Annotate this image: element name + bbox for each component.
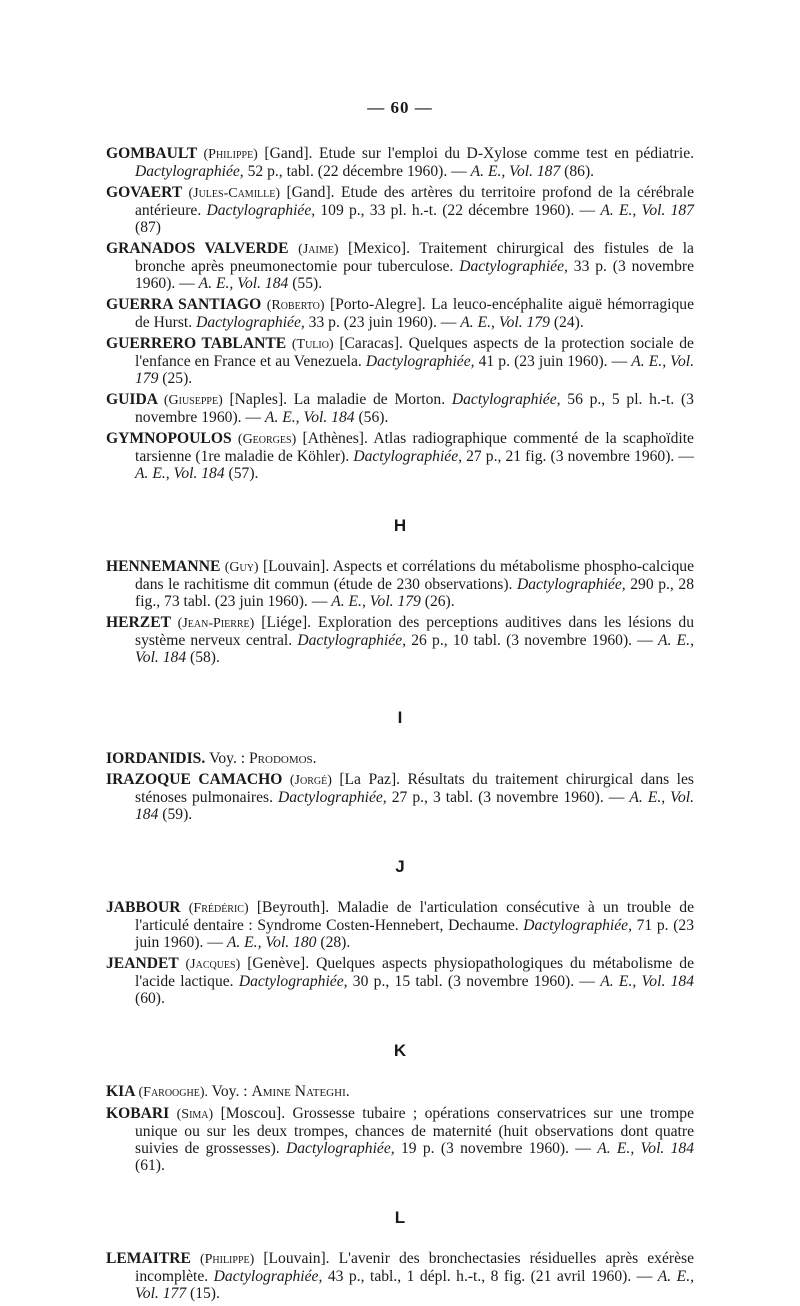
bibliography-entry [106, 391, 694, 426]
entry-details: 26 p., 10 tabl. (3 novembre 1960). — [406, 632, 659, 649]
bibliography-entry [106, 145, 694, 180]
entry-reference: A. E., Vol. 179 [331, 593, 421, 610]
author-surname: GRANADOS VALVERDE [106, 240, 299, 257]
section-letter: H [393, 516, 407, 535]
entry-title: Quelques aspects physiopathologiques du métabolisme de l'acide lactique. [135, 955, 694, 990]
bibliography-entry [106, 558, 694, 610]
bibliography-section [106, 145, 694, 482]
entry-place: [Mexico]. [338, 240, 420, 257]
bibliography-section [106, 708, 694, 823]
entry-reference: A. E., Vol. 184 [135, 789, 694, 823]
entry-reference: A. E., Vol. 184 [198, 275, 289, 292]
author-given-name: (Jules-Camille) [188, 186, 281, 201]
entry-details: 52 p., tabl. (22 décembre 1960). — [243, 163, 471, 180]
entry-number: (26). [420, 593, 455, 610]
entry-title: Maladie de l'articulation consécutive à un trouble de l'articulé dentaire : Syndrome Costen-Hennebert, Dechaume. [135, 899, 694, 934]
entry-type: Dactylographiée, [459, 258, 568, 275]
page-number: — 60 — [367, 98, 433, 117]
entry-place: [Naples]. [222, 391, 294, 408]
entry-place: Voy. : [209, 750, 249, 767]
entry-number: (61). [135, 1157, 165, 1174]
section-letter: K [393, 1041, 407, 1060]
entry-type: Dactylographiée, [285, 1140, 395, 1157]
entry-type: Dactylographiée, [196, 314, 305, 331]
entry-reference: A. E., Vol. 180 [226, 934, 317, 951]
bibliography-section [106, 1041, 694, 1174]
author-given-name: (Jean-Pierre) [177, 616, 255, 631]
entry-reference: A. E., Vol. 177 [135, 1268, 694, 1302]
bibliography-entry [106, 899, 694, 951]
author-given-name: (Giuseppe) [163, 393, 223, 408]
entry-number: (87) [135, 219, 161, 236]
entry-number: (57). [224, 465, 259, 482]
bibliography-entry [106, 750, 694, 767]
bibliography-entry [106, 184, 694, 236]
section-letter: J [395, 857, 405, 876]
entry-reference: A. E., Vol. 184 [135, 632, 694, 666]
author-given-name: (Philippe) [203, 147, 258, 162]
entry-details: 33 p. (3 novembre 1960). — [135, 258, 694, 292]
entry-place: [Liége]. [254, 614, 318, 631]
entry-title: Traitement chirurgical des fistules de la bronche après pneumonectomie pour tuberculose. [135, 240, 694, 275]
entry-title: L'avenir des bronchectasies résiduelles après exérèse incomplète. [135, 1250, 694, 1285]
bibliography-section [106, 516, 694, 666]
entry-place: [Louvain]. [258, 558, 333, 575]
author-given-name: (Roberto) [266, 298, 325, 313]
entry-type: Dactylographiée, [135, 163, 244, 180]
entry-details: 56 p., 5 pl. h.-t. (3 novembre 1960). — [135, 391, 694, 426]
entry-place: [Caracas]. [333, 335, 409, 352]
bibliography-entry [106, 1105, 694, 1174]
author-surname: LEMAITRE [106, 1250, 200, 1267]
entry-number: (58). [186, 649, 220, 666]
entry-number: (56). [354, 409, 389, 426]
entry-reference: A. E., Vol. 179 [460, 314, 550, 331]
entry-place: [Porto-Alegre]. [324, 296, 432, 313]
entry-reference: A. E., Vol. 187 [470, 163, 561, 180]
entry-title: Etude sur l'emploi du D-Xylose comme test en pédiatrie. [318, 145, 695, 162]
entry-type: Dactylographiée, [206, 202, 316, 219]
entry-details: 19 p. (3 novembre 1960). — [394, 1140, 598, 1157]
author-given-name: (Georges) [237, 432, 297, 447]
entry-details: 43 p., tabl., 1 dépl. h.-t., 8 fig. (21 avril 1960). — [322, 1268, 658, 1285]
entry-reference: A. E., Vol. 187 [600, 202, 694, 219]
author-surname: GUERRERO TABLANTE [106, 335, 292, 352]
section-letter: L [394, 1208, 406, 1227]
author-surname: JEANDET [106, 955, 186, 972]
entry-type: Dactylographiée, [238, 973, 348, 990]
entry-details: 30 p., 15 tabl. (3 novembre 1960). — [347, 973, 601, 990]
entry-type: Dactylographiée, [278, 789, 387, 806]
section-letter: I [397, 708, 403, 727]
entry-reference: A. E., Vol. 184 [597, 1140, 695, 1157]
author-surname: JABBOUR [106, 899, 189, 916]
entry-details: 290 p., 28 fig., 73 tabl. (23 juin 1960). — [135, 576, 694, 610]
author-given-name: (Farooghe). [138, 1085, 208, 1100]
entry-place: [Gand]. [257, 145, 319, 162]
entry-type: Dactylographiée, [516, 576, 626, 593]
author-surname: GUERRA SANTIAGO [106, 296, 267, 313]
bibliography-entry [106, 296, 694, 331]
bibliography-entry [106, 771, 694, 823]
entry-place: [Genève]. [240, 955, 317, 972]
entry-type: Dactylographiée, [523, 917, 632, 934]
entry-number: (15). [186, 1285, 220, 1302]
entry-title: Quelques aspects de la protection sociale de l'enfance en France et au Venezuela. [135, 335, 694, 370]
author-given-name: (Jaime) [298, 242, 339, 257]
author-surname: KIA [106, 1083, 139, 1100]
entry-number: (59). [158, 806, 193, 823]
entry-title: Résultats du traitement chirurgical dans les sténoses pulmonaires. [135, 771, 695, 806]
author-given-name: (Jorgé) [289, 773, 332, 788]
entry-reference: A. E., Vol. 184 [600, 973, 694, 990]
entry-title: La maladie de Morton. [293, 391, 452, 408]
author-given-name: (Guy) [224, 560, 259, 575]
entry-type: Dactylographiée, [451, 391, 561, 408]
entry-number: (25). [158, 370, 193, 387]
entry-number: (60). [135, 990, 165, 1007]
entry-place: [Beyrouth]. [248, 899, 338, 916]
bibliography-section [106, 1208, 694, 1302]
entry-title: Etude des artères du territoire profond de la cérébrale antérieure. [135, 184, 694, 219]
entry-details: 71 p. (23 juin 1960). — [135, 917, 694, 951]
entry-place: Voy. : [208, 1083, 252, 1100]
author-given-name: (Sima) [176, 1107, 214, 1122]
bibliography-entry [106, 430, 694, 482]
entry-place: [Louvain]. [254, 1250, 339, 1267]
bibliography-entry [106, 1083, 694, 1101]
entry-details: 109 p., 33 pl. h.-t. (22 décembre 1960). — [315, 202, 601, 219]
author-given-name: (Tulio) [291, 337, 334, 352]
entry-details: 33 p. (23 juin 1960). — [304, 314, 461, 331]
bibliography-entry [106, 240, 694, 292]
author-surname: GUIDA [106, 391, 164, 408]
bibliography-entry [106, 1250, 694, 1302]
entry-place: [Athènes]. [296, 430, 374, 447]
entry-number: (86). [560, 163, 595, 180]
author-given-name: (Philippe) [199, 1252, 255, 1267]
author-surname: HERZET [106, 614, 178, 631]
entry-number: Amine Nateghi. [251, 1083, 350, 1100]
author-surname: GOMBAULT [106, 145, 204, 162]
entry-details: 27 p., 21 fig. (3 novembre 1960). — [462, 448, 694, 465]
entry-title: La leuco-encéphalite aiguë hémorragique de Hurst. [135, 296, 694, 331]
author-surname: GYMNOPOULOS [106, 430, 238, 447]
entry-details: 27 p., 3 tabl. (3 novembre 1960). — [386, 789, 630, 806]
entry-type: Dactylographiée, [353, 448, 463, 465]
entry-reference: A. E., Vol. 179 [135, 353, 694, 387]
entry-number: (28). [316, 934, 351, 951]
author-surname: KOBARI [106, 1105, 177, 1122]
entry-place: [La Paz]. [331, 771, 408, 788]
entry-place: [Gand]. [280, 184, 341, 201]
bibliography-entry [106, 335, 694, 387]
entry-reference: A. E., Vol. 184 [264, 409, 355, 426]
bibliography-list [106, 145, 694, 1306]
bibliography-entry [106, 955, 694, 1007]
entry-type: Dactylographiée, [213, 1268, 323, 1285]
author-surname: IRAZOQUE CAMACHO [106, 771, 290, 788]
author-surname: IORDANIDIS. [106, 750, 210, 767]
entry-reference: A. E., Vol. 184 [135, 465, 225, 482]
bibliography-entry [106, 614, 694, 666]
entry-title: Exploration des perceptions auditives dans les lésions du système nerveux central. [135, 614, 694, 649]
entry-details: 41 p. (23 juin 1960). — [474, 353, 632, 370]
entry-number: (55). [288, 275, 323, 292]
entry-title: Aspects et corrélations du métabolisme phospho-calcique dans le rachitisme dit commun (étude de 230 observations). [135, 558, 694, 593]
entry-title: Atlas radiographique commenté de la scaphoïdite tarsienne (1re maladie de Köhler). [135, 430, 694, 465]
entry-type: Dactylographiée, [365, 353, 475, 370]
author-given-name: (Jacques) [185, 957, 241, 972]
entry-number: (24). [549, 314, 584, 331]
entry-place: [Moscou]. [213, 1105, 293, 1122]
entry-number: Prodomos. [248, 750, 317, 767]
author-given-name: (Frédéric) [188, 901, 249, 916]
author-surname: HENNEMANNE [106, 558, 225, 575]
author-surname: GOVAERT [106, 184, 189, 201]
entry-type: Dactylographiée, [297, 632, 407, 649]
bibliography-section [106, 857, 694, 1007]
entry-title: Grossesse tubaire ; opérations conservatrices sur une trompe unique ou sur les deux trompes, chances de maternité (huit observations dont quatre suivies de grossesses). [135, 1105, 695, 1157]
